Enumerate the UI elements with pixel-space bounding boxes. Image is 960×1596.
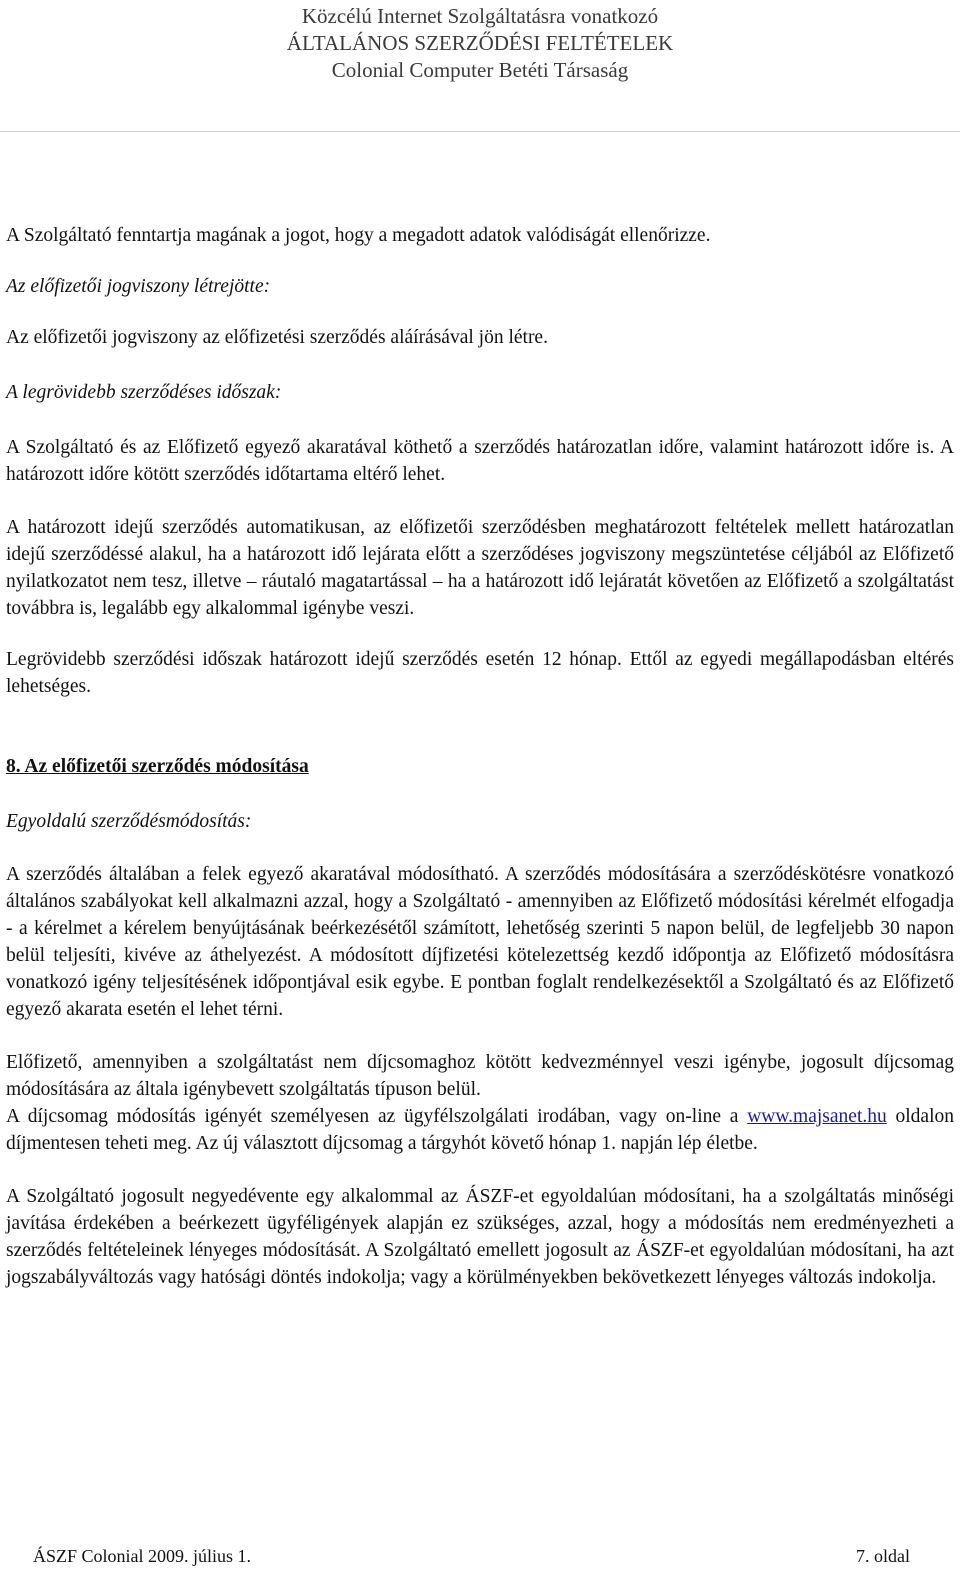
paragraph-fixed-term-conversion: A határozott idejű szerződés automatikusan, az előfizetői szerződésben meghatározott feltételek mellett határozatlan idejű szerződéssé alakul, ha a határozott idő lejárata előtt a szerződéses jogviszony megszüntetése céljából az Előfizető nyilatkozatot nem tesz, illetve – ráutaló magatartással – ha a határozott idő lejáratát követően az Előfizető a szolgáltatást továbbra is, legalább egy alkalommal igénybe veszi. [6,517,954,619]
majsanet-link[interactable]: www.majsanet.hu [747,1106,887,1127]
subheading-subscription-formation: Az előfizetői jogviszony létrejötte: [6,276,271,297]
paragraph-subscription-formation: Az előfizetői jogviszony az előfizetési szerződés aláírásával jön létre. [6,327,548,348]
paragraph-contract-terms: A Szolgáltató és az Előfizető egyező akaratával köthető a szerződés határozatlan időre, valamint határozott időre is. A határozott időre kötött szerződés időtartama eltérő lehet. [6,437,954,485]
header-subtitle-line: ÁLTALÁNOS SZERZŐDÉSI FELTÉTELEK [286,31,674,55]
page-footer [0,1544,960,1574]
subheading-unilateral-modification: Egyoldalú szerződésmódosítás: [6,811,252,832]
package-change-text-start: A díjcsomag módosítás igényét személyesen az ügyfélszolgálati irodában, vagy on-line a [6,1106,748,1127]
paragraph-minimum-period: Legrövidebb szerződési időszak határozott idejű szerződés esetén 12 hónap. Ettől az egyedi megállapodásban eltérés lehetséges. [6,649,954,697]
paragraph-package-change-request [6,1103,954,1157]
paragraph-modification-rules: A szerződés általában a felek egyező akaratával módosítható. A szerződés módosítására a szerződéskötésre vonatkozó általános szabályokat kell alkalmazni azzal, hogy a Szolgáltató - amennyiben az Előfizető módosítási kérelmét elfogadja - a kérelmet a kérelem benyújtásának beérkezésétől számított, lehetőség szerinti 5 napon belül, de legfeljebb 30 napon belül teljesíti, kivéve az áthelyezést. A módosított díjfizetési kötelezettség kezdő időpontja az Előfizető módosításra vonatkozó igény teljesítésének időpontjával esik egybe. E pontban foglalt rendelkezésektől a Szolgáltató és az Előfizető egyező akarata esetén el lehet térni. [6,864,954,1020]
header-title-line: Közcélú Internet Szolgáltatásra vonatkozó [301,4,659,28]
subheading-shortest-period: A legrövidebb szerződéses időszak: [6,382,282,403]
document-body [6,222,954,1291]
page-header [0,0,960,132]
footer-page-number: 7. oldal [856,1546,910,1566]
header-company-line: Colonial Computer Betéti Társaság [331,58,629,82]
paragraph-data-verification: A Szolgáltató fenntartja magának a jogot, hogy a megadott adatok valódiságát ellenőrizze. [6,225,711,246]
paragraph-quarterly-modification: A Szolgáltató jogosult negyedévente egy alkalommal az ÁSZF-et egyoldalúan módosítani, ha a szolgáltatás minőségi javítása érdekében a beérkezett ügyféligények alapján ez szükséges, azzal, hogy a módosítás nem eredményezheti a szerződés feltételeinek lényeges módosítását. A Szolgáltató emellett jogosult az ÁSZF-et egyoldalúan módosítani, ha azt jogszabályváltozás vagy hatósági döntés indokolja; vagy a körülményekben bekövetkezett lényeges változás indokolja. [6,1186,954,1288]
package-change-text-end: oldalon díjmentesen teheti meg. Az új választott díjcsomag a tárgyhót követő hónap 1. napján lép életbe. [6,1106,954,1154]
paragraph-package-change-right: Előfizető, amennyiben a szolgáltatást nem díjcsomaghoz kötött kedvezménnyel veszi igénybe, jogosult díjcsomag módosítására az általa igénybevett szolgáltatás típuson belül. [6,1052,954,1100]
section-title-contract-modification: 8. Az előfizetői szerződés módosítása [6,756,309,777]
footer-document-date: ÁSZF Colonial 2009. július 1. [33,1546,252,1566]
